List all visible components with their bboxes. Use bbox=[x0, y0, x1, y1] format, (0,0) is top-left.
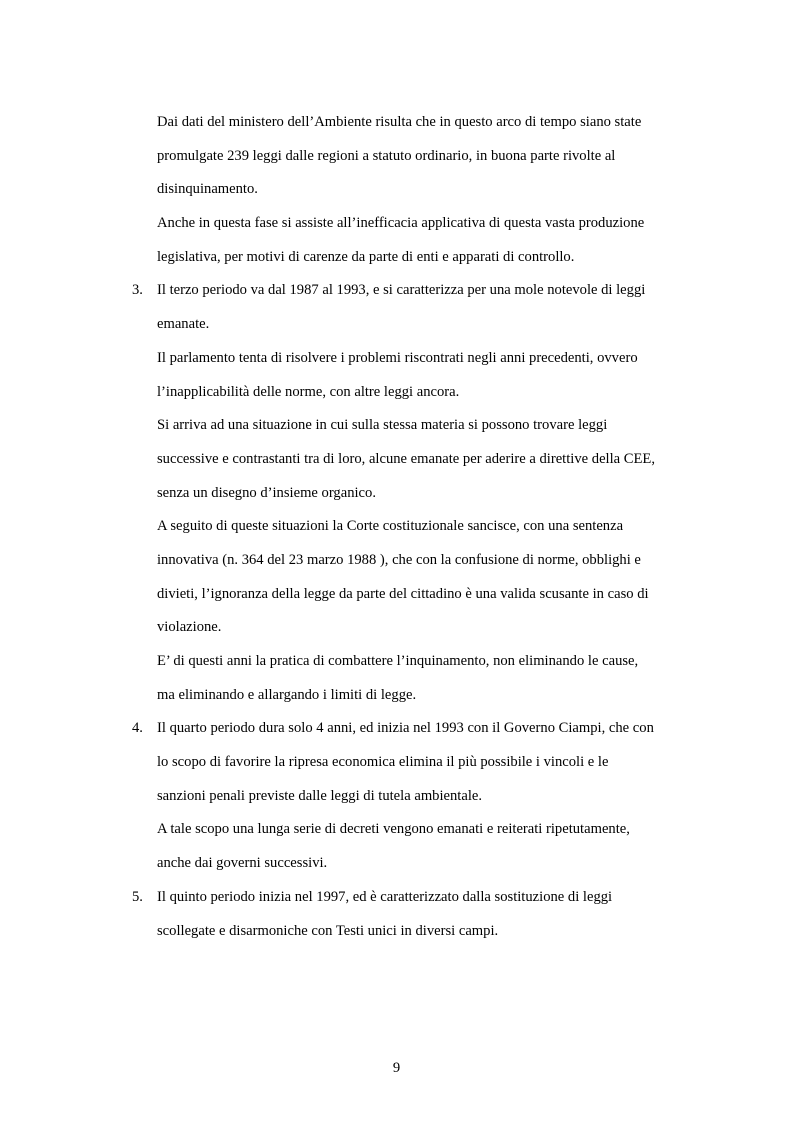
list-item-4-line bbox=[132, 716, 677, 750]
line-text: Il terzo periodo va dal 1987 al 1993, e si caratterizza per una mole notevole di leggi bbox=[157, 282, 646, 299]
line-text: senza un disegno d’insieme organico. bbox=[157, 484, 376, 501]
line-text: anche dai governi successivi. bbox=[157, 855, 328, 872]
line-text: legislativa, per motivi di carenze da parte di enti e apparati di controllo. bbox=[157, 248, 575, 265]
line-text: l’inapplicabilità delle norme, con altre leggi ancora. bbox=[157, 383, 460, 400]
body-text bbox=[132, 110, 677, 952]
text-line bbox=[157, 481, 677, 515]
text-line bbox=[157, 683, 677, 717]
list-number: 3. bbox=[132, 282, 143, 299]
text-line bbox=[157, 750, 677, 784]
line-text: Il quarto periodo dura solo 4 anni, ed inizia nel 1993 con il Governo Ciampi, che con bbox=[157, 720, 654, 737]
line-text: Dai dati del ministero dell’Ambiente risulta che in questo arco di tempo siano state bbox=[157, 114, 642, 130]
line-text: lo scopo di favorire la ripresa economica elimina il più possibile i vincoli e le bbox=[157, 754, 609, 771]
list-number: 5. bbox=[132, 888, 143, 905]
text-line bbox=[157, 413, 677, 447]
text-line bbox=[157, 380, 677, 414]
text-line bbox=[157, 110, 677, 144]
line-text: emanate. bbox=[157, 316, 210, 333]
line-text: successive e contrastanti tra di loro, alcune emanate per aderire a direttive della CEE, bbox=[157, 450, 655, 467]
text-line bbox=[157, 649, 677, 683]
line-text: sanzioni penali previste dalle leggi di tutela ambientale. bbox=[157, 787, 483, 804]
text-line bbox=[157, 245, 677, 279]
line-text: divieti, l’ignoranza della legge da parte del cittadino è una valida scusante in caso di bbox=[157, 585, 649, 602]
text-line bbox=[157, 582, 677, 616]
line-text: Anche in questa fase si assiste all’inefficacia applicativa di questa vasta produzione bbox=[157, 215, 645, 232]
text-line bbox=[157, 919, 677, 953]
line-text: promulgate 239 leggi dalle regioni a statuto ordinario, in buona parte rivolte al bbox=[157, 147, 616, 164]
line-text: Il quinto periodo inizia nel 1997, ed è caratterizzato dalla sostituzione di leggi bbox=[157, 888, 613, 905]
text-line bbox=[157, 817, 677, 851]
line-text: disinquinamento. bbox=[157, 181, 258, 198]
line-text: scollegate e disarmoniche con Testi unici in diversi campi. bbox=[157, 922, 499, 939]
line-text: ma eliminando e allargando i limiti di legge. bbox=[157, 686, 417, 703]
text-line bbox=[157, 784, 677, 818]
text-line bbox=[157, 548, 677, 582]
text-line bbox=[157, 447, 677, 481]
text-line bbox=[157, 851, 677, 885]
page-number: 9 bbox=[392, 1060, 401, 1076]
line-text: violazione. bbox=[157, 619, 222, 636]
text-line bbox=[157, 615, 677, 649]
line-text: A seguito di queste situazioni la Corte costituzionale sancisce, con una sentenza bbox=[157, 518, 624, 535]
text-line bbox=[157, 514, 677, 548]
line-text: Il parlamento tenta di risolvere i problemi riscontrati negli anni precedenti, ovvero bbox=[157, 349, 638, 366]
line-text: A tale scopo una lunga serie di decreti vengono emanati e reiterati ripetutamente, bbox=[157, 821, 630, 838]
line-text: Si arriva ad una situazione in cui sulla stessa materia si possono trovare leggi bbox=[157, 417, 608, 434]
text-line bbox=[157, 144, 677, 178]
text-line bbox=[157, 177, 677, 211]
list-item-3-line bbox=[132, 278, 677, 312]
text-line bbox=[157, 312, 677, 346]
list-item-5-line bbox=[132, 885, 677, 919]
text-line bbox=[157, 211, 677, 245]
text-line bbox=[157, 346, 677, 380]
list-number: 4. bbox=[132, 720, 143, 737]
line-text: E’ di questi anni la pratica di combattere l’inquinamento, non eliminando le cause, bbox=[157, 653, 639, 669]
line-text: innovativa (n. 364 del 23 marzo 1988 ), che con la confusione di norme, obblighi e bbox=[157, 551, 641, 568]
